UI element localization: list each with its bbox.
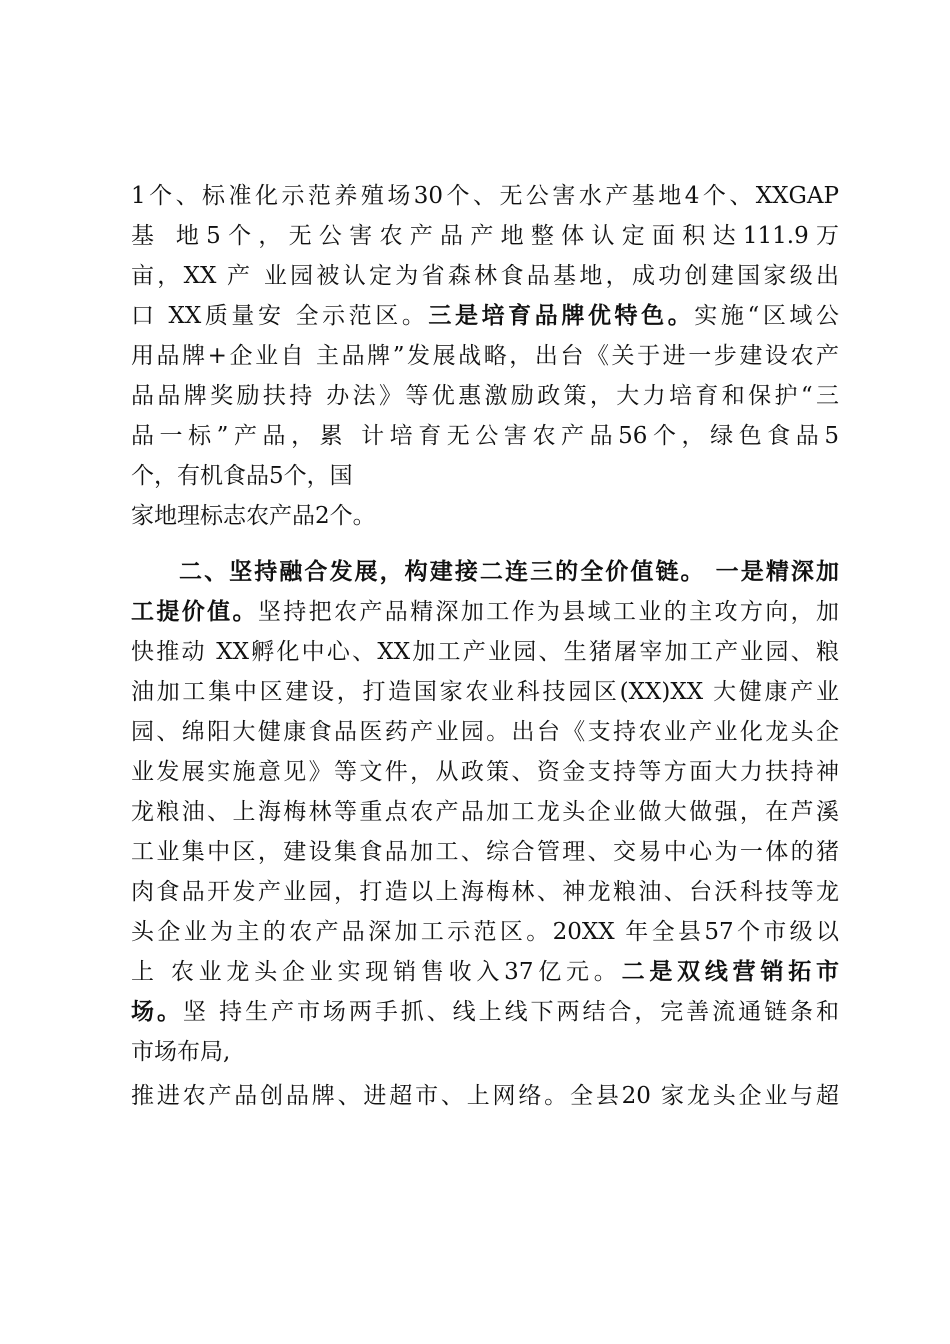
text-line: 肉食品开发产业园，打造以上海梅林、神龙粮油、台沃科技等龙 <box>131 879 839 905</box>
text-line: 个，有机食品5个，国 <box>131 463 353 489</box>
text-line: 快推动 XX孵化中心、XX加工产业园、生猪屠宰加工产业园、粮 <box>131 639 839 665</box>
text-line: 上 农业龙头企业实现销售收入37亿元。二是双线营销拓市 <box>131 958 839 985</box>
text-line: 亩，XX 产 业园被认定为省森林食品基地，成功创建国家级出 <box>131 263 839 289</box>
bold-subheading: 二是双线营销拓市 <box>621 958 839 985</box>
text-line: 头企业为主的农产品深加工示范区。20XX 年全县57个市级以 <box>131 919 839 945</box>
text-line: 家地理标志农产品2个。 <box>131 503 376 529</box>
text-line: 品一标”产品，累 计培育无公害农产品56个，绿色食品5 <box>131 423 839 449</box>
text-line: 基 地5个，无公害农产品产地整体认定面积达111.9万 <box>131 223 839 249</box>
text-line: 用品牌+企业自 主品牌”发展战略，出台《关于进一步建设农产 <box>131 343 839 369</box>
bold-subheading: 三是培育品牌优特色。 <box>428 302 695 329</box>
text-line: 园、绵阳大健康食品医药产业园。出台《支持农业产业化龙头企 <box>131 719 839 745</box>
text-line: 工提价值。坚持把农产品精深加工作为县域工业的主攻方向，加 <box>131 598 839 625</box>
text-line: 工业集中区，建设集食品加工、综合管理、交易中心为一体的猪 <box>131 839 839 865</box>
text-line: 1个、标准化示范养殖场30个、无公害水产基地4个、XXGAP <box>131 183 839 209</box>
text-line: 口 XX质量安 全示范区。三是培育品牌优特色。实施“区域公 <box>131 302 839 329</box>
text-line: 油加工集中区建设，打造国家农业科技园区(XX)XX 大健康产业 <box>131 679 839 705</box>
bold-subheading: 工提价值。 <box>131 598 258 625</box>
section-heading: 二、坚持融合发展，构建接二连三的全价值链。 一是精深加 <box>179 558 839 585</box>
text-line: 业发展实施意见》等文件，从政策、资金支持等方面大力扶持神 <box>131 759 839 785</box>
text-line: 推进农产品创品牌、进超市、上网络。全县20 家龙头企业与超 <box>131 1083 839 1109</box>
text-line: 场。坚 持生产市场两手抓、线上线下两结合，完善流通链条和 <box>131 998 839 1025</box>
text-line: 龙粮油、上海梅林等重点农产品加工龙头企业做大做强，在芦溪 <box>131 799 839 825</box>
text-line: 市场布局, <box>131 1039 231 1065</box>
text-line: 品品牌奖励扶持 办法》等优惠激励政策，大力培育和保护“三 <box>131 383 839 409</box>
